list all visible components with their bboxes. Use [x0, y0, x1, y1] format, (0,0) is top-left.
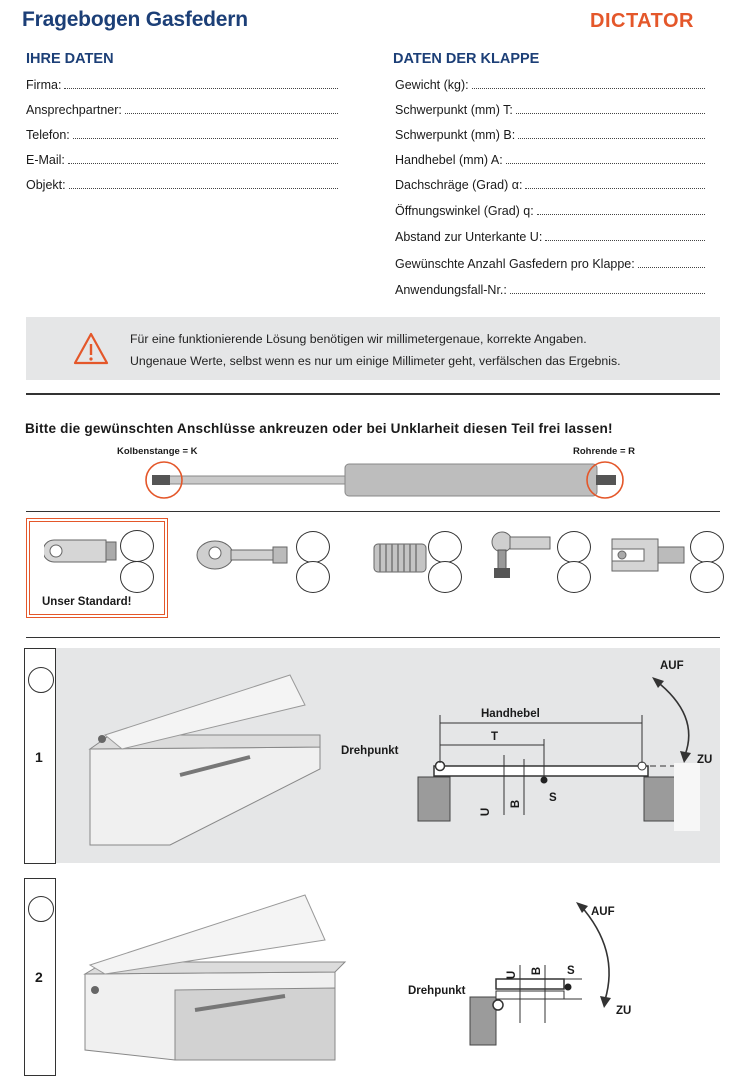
field-handhebel[interactable]	[395, 153, 705, 169]
case-1-number: 1	[35, 749, 43, 765]
fork-head-icon	[608, 533, 688, 577]
dotted-line	[69, 178, 338, 189]
dotted-line	[68, 153, 338, 164]
ball-joint-icon	[193, 533, 293, 579]
threaded-connector-icon	[372, 540, 428, 576]
divider	[26, 393, 720, 395]
gas-spring-illustration	[140, 458, 630, 506]
field-label: Telefon:	[26, 128, 70, 142]
field-label: Objekt:	[26, 178, 66, 192]
case-2-b-label: B	[531, 966, 544, 976]
dotted-line	[516, 103, 705, 114]
checkbox-circle[interactable]	[428, 531, 462, 563]
case-2-number: 2	[35, 969, 43, 985]
case-2-cabinet-illustration	[75, 880, 355, 1070]
field-anwendungsfall[interactable]	[395, 283, 705, 299]
field-label: Schwerpunkt (mm) B:	[395, 128, 516, 142]
field-label: Schwerpunkt (mm) T:	[395, 103, 513, 117]
field-email[interactable]	[26, 153, 338, 169]
case-1-drehpunkt-label: Drehpunkt	[341, 745, 399, 757]
case-1-handhebel-label: Handhebel	[481, 708, 540, 720]
field-anzahl[interactable]	[395, 257, 705, 273]
rohr-label: Rohrende = R	[573, 446, 636, 457]
checkbox-circle[interactable]	[428, 561, 462, 593]
dotted-line	[525, 178, 705, 189]
checkbox-circle[interactable]	[690, 561, 724, 593]
angle-joint-icon	[488, 528, 554, 586]
klappe-heading: DATEN DER KLAPPE	[393, 51, 540, 67]
checkbox-circle[interactable]	[120, 561, 154, 593]
case-2-checkbox[interactable]	[28, 896, 54, 922]
warning-triangle-icon	[72, 331, 110, 367]
dotted-line	[73, 128, 338, 139]
standard-label: Unser Standard!	[42, 596, 132, 608]
dotted-line	[506, 153, 705, 164]
case-2-auf-label: AUF	[591, 906, 615, 918]
checkbox-circle[interactable]	[120, 530, 154, 562]
warning-box	[26, 317, 720, 380]
case-2-drehpunkt-label: Drehpunkt	[408, 985, 466, 997]
field-label: Öffnungswinkel (Grad) q:	[395, 204, 534, 218]
checkbox-circle[interactable]	[690, 531, 724, 563]
field-label: Gewünschte Anzahl Gasfedern pro Klappe:	[395, 257, 635, 271]
field-label: Handhebel (mm) A:	[395, 153, 503, 167]
warning-line-1: Für eine funktionierende Lösung benötigen wir millimetergenaue, korrekte Angaben.	[130, 332, 587, 346]
case-1-zu-label: ZU	[697, 754, 713, 766]
field-objekt[interactable]	[26, 178, 338, 194]
field-label: Firma:	[26, 78, 62, 92]
field-label: Gewicht (kg):	[395, 78, 469, 92]
dotted-line	[510, 283, 705, 294]
field-label: Ansprechpartner:	[26, 103, 122, 117]
case-1-u-label: U	[480, 807, 493, 817]
field-abstand[interactable]	[395, 230, 705, 246]
case-2-u-label: U	[506, 970, 519, 980]
field-telefon[interactable]	[26, 128, 338, 144]
field-oeffnungswinkel[interactable]	[395, 204, 705, 220]
dotted-line	[518, 128, 705, 139]
field-label: E-Mail:	[26, 153, 65, 167]
field-firma[interactable]	[26, 78, 338, 94]
checkbox-circle[interactable]	[557, 531, 591, 563]
dotted-line	[638, 257, 705, 268]
page-title: Fragebogen Gasfedern	[22, 8, 248, 31]
field-label: Abstand zur Unterkante U:	[395, 230, 543, 244]
case-1-auf-label: AUF	[660, 660, 684, 672]
case-1-t-label: T	[491, 731, 499, 743]
case-2-s-label: S	[567, 965, 575, 977]
checkbox-circle[interactable]	[557, 561, 591, 593]
field-label: Anwendungsfall-Nr.:	[395, 283, 507, 297]
field-ansprechpartner[interactable]	[26, 103, 338, 119]
dotted-line	[125, 103, 338, 114]
field-schwerpunkt-b[interactable]	[395, 128, 705, 144]
divider	[26, 637, 720, 638]
divider	[26, 511, 720, 512]
case-1-s-label: S	[549, 792, 557, 804]
dotted-line	[472, 78, 705, 89]
checkbox-circle[interactable]	[296, 531, 330, 563]
case-1-b-label: B	[510, 799, 523, 809]
field-gewicht[interactable]	[395, 78, 705, 94]
company-logo: DICTATOR	[590, 10, 694, 32]
warning-line-2: Ungenaue Werte, selbst wenn es nur um einige Millimeter geht, verfälschen das Ergebnis.	[130, 354, 621, 368]
case-1-dimension-diagram	[330, 655, 720, 860]
field-label: Dachschräge (Grad) α:	[395, 178, 523, 192]
case-2-zu-label: ZU	[616, 1005, 632, 1017]
eye-connector-icon	[44, 532, 118, 572]
case-1-cabinet-illustration	[60, 665, 330, 855]
dotted-line	[545, 230, 705, 241]
case-1-checkbox[interactable]	[28, 667, 54, 693]
ihre-daten-heading: IHRE DATEN	[26, 51, 114, 67]
field-schwerpunkt-t[interactable]	[395, 103, 705, 119]
dotted-line	[64, 78, 338, 89]
kolben-label: Kolbenstange = K	[117, 446, 198, 457]
dotted-line	[537, 204, 705, 215]
connections-heading: Bitte die gewünschten Anschlüsse ankreuzen oder bei Unklarheit diesen Teil frei lassen!	[25, 421, 613, 436]
field-dachschraege[interactable]	[395, 178, 705, 194]
checkbox-circle[interactable]	[296, 561, 330, 593]
